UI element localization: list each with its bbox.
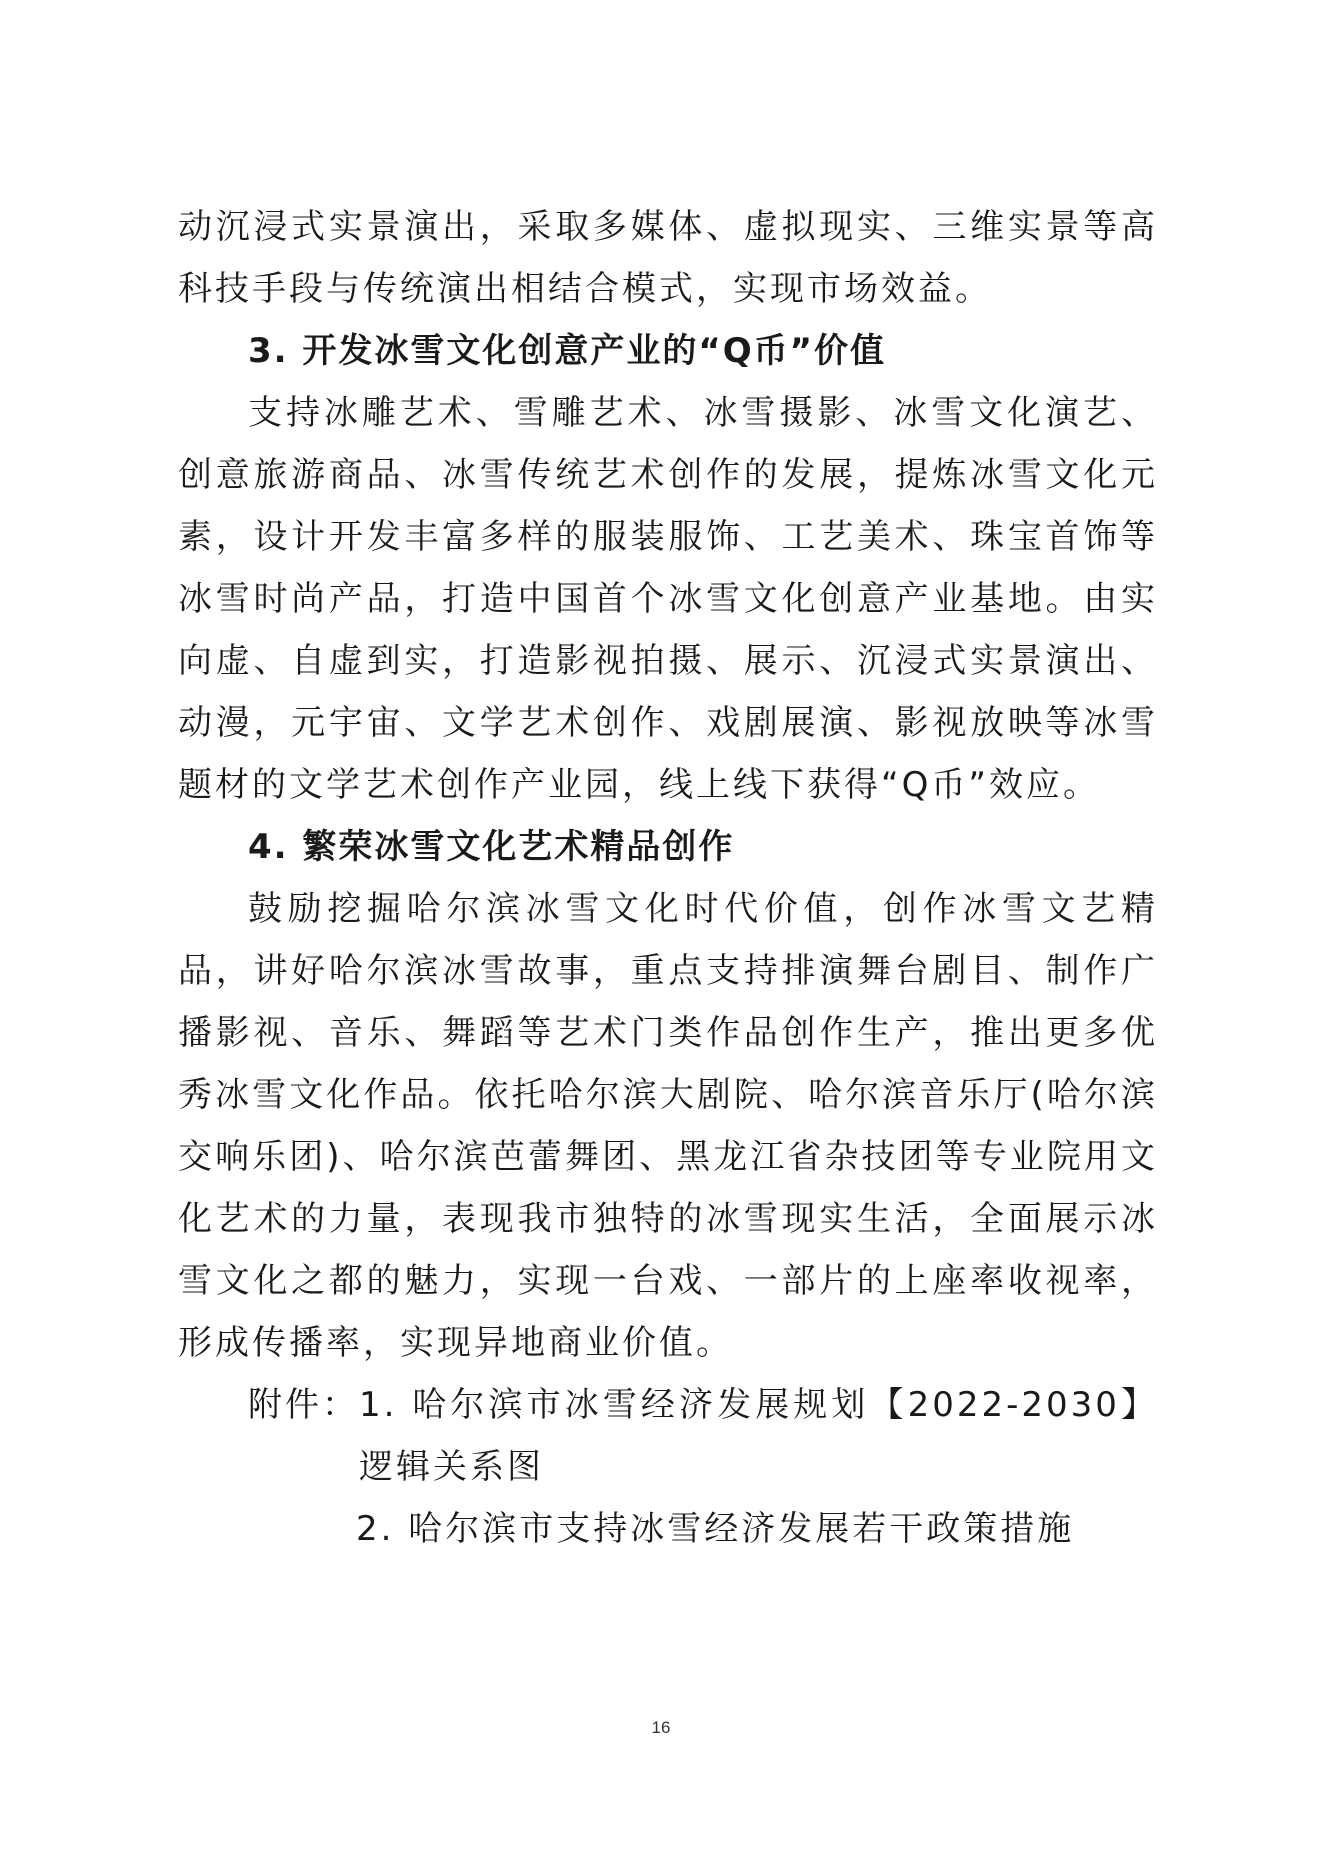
page-number: 16 xyxy=(651,1718,671,1737)
attachments-block xyxy=(178,1374,1158,1560)
attachment-item-2: 2. 哈尔滨市支持冰雪经济发展若干政策措施 xyxy=(356,1509,1075,1549)
section-heading-3: 3. 开发冰雪文化创意产业的“Q币”价值 xyxy=(248,331,887,371)
continued-paragraph: 动沉浸式实景演出，采取多媒体、虚拟现实、三维实景等高科技手段与传统演出相结合模式，实现市场效益。 xyxy=(178,207,1158,309)
attachment-1-text: 1. 哈尔滨市冰雪经济发展规划【2022-2030】逻辑关系图 xyxy=(359,1385,1158,1487)
section-3-paragraph: 支持冰雕艺术、雪雕艺术、冰雪摄影、冰雪文化演艺、创意旅游商品、冰雪传统艺术创作的发展，提炼冰雪文化元素，设计开发丰富多样的服装服饰、工艺美术、珠宝首饰等冰雪时尚产品，打造中国首个冰雪文化创意产业基地。由实向虚、自虚到实，打造影视拍摄、展示、沉浸式实景演出、动漫，元宇宙、文学艺术创作、戏剧展演、影视放映等冰雪题材的文学艺术创作产业园，线上线下获得“Q币”效应。 xyxy=(178,393,1158,805)
attachment-item-1 xyxy=(248,1374,1158,1498)
attachments-label: 附件： xyxy=(248,1385,359,1425)
section-heading-4: 4. 繁荣冰雪文化艺术精品创作 xyxy=(248,827,735,867)
document-body xyxy=(178,196,1158,1560)
section-4-paragraph: 鼓励挖掘哈尔滨冰雪文化时代价值，创作冰雪文艺精品，讲好哈尔滨冰雪故事，重点支持排演舞台剧目、制作广播影视、音乐、舞蹈等艺术门类作品创作生产，推出更多优秀冰雪文化作品。依托哈尔滨大剧院、哈尔滨音乐厅(哈尔滨交响乐团)、哈尔滨芭蕾舞团、黑龙江省杂技团等专业院用文化艺术的力量，表现我市独特的冰雪现实生活，全面展示冰雪文化之都的魅力，实现一台戏、一部片的上座率收视率，形成传播率，实现异地商业价值。 xyxy=(178,889,1158,1363)
